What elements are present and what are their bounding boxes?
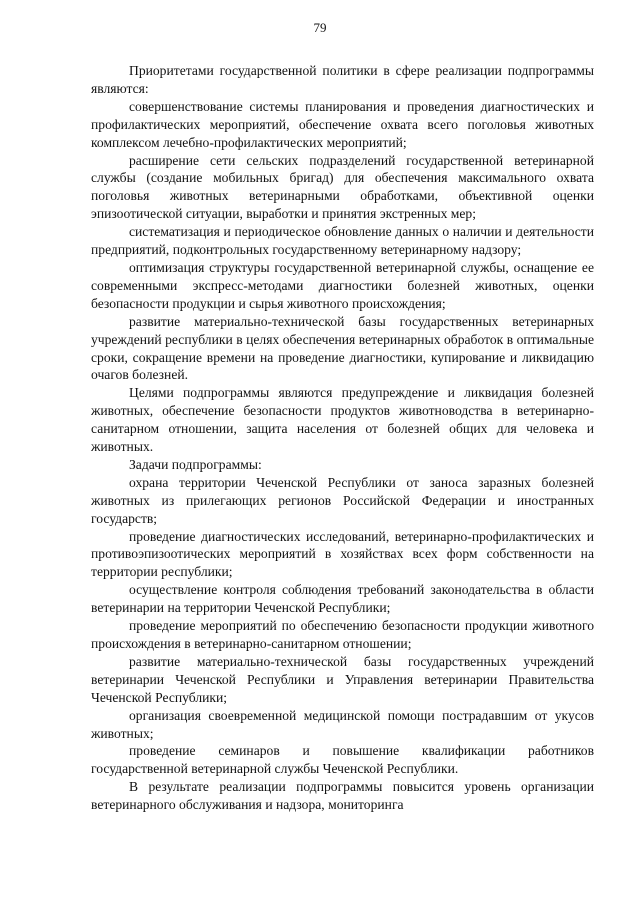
paragraph-priority-network: расширение сети сельских подразделений государственной ветеринарной службы (создание мобильных бригад) для обеспечения максимального охвата поголовья животных ветеринарными обработками, объективной оценки эпизоотической ситуации, выработки и принятия экстренных мер; — [91, 152, 594, 222]
document-body — [91, 62, 594, 814]
paragraph-task-training: проведение семинаров и повышение квалификации работников государственной ветеринарной службы Чеченской Республики. — [91, 743, 594, 777]
paragraph-priority-data: систематизация и периодическое обновление данных о наличии и деятельности предприятий, подконтрольных государственному ветеринарному надзору; — [91, 224, 594, 258]
paragraph-tasks-heading: Задачи подпрограммы: — [129, 456, 262, 472]
paragraph-priorities-intro: Приоритетами государственной политики в сфере реализации подпрограммы являются: — [91, 63, 594, 96]
paragraph-task-control: осуществление контроля соблюдения требований законодательства в области ветеринарии на территории Чеченской Республики; — [91, 582, 594, 616]
paragraph-priority-base: развитие материально-технической базы государственных ветеринарных учреждений республики в целях обеспечения ветеринарных обработок в оптимальные сроки, сокращение времени на проведение диагностики, купирование и ликвидацию очагов болезней. — [91, 313, 594, 383]
paragraph-goals: Целями подпрограммы являются предупреждение и ликвидация болезней животных, обеспечение безопасности продуктов животноводства в ветеринарно-санитарном отношении, защита населения от болезней общих для человека и животных. — [91, 385, 594, 455]
page-number: 79 — [313, 20, 327, 35]
paragraph-task-medical: организация своевременной медицинской помощи пострадавшим от укусов животных; — [91, 707, 594, 741]
paragraph-task-protection: охрана территории Чеченской Республики от заноса заразных болезней животных из прилегающих регионов Российской Федерации и иностранных государств; — [91, 474, 594, 526]
paragraph-task-diagnostics: проведение диагностических исследований, ветеринарно-профилактических и противоэпизоотических мероприятий в хозяйствах всех форм собственности на территории республики; — [91, 528, 594, 580]
paragraph-priority-planning: совершенствование системы планирования и проведения диагностических и профилактических мероприятий, обеспечение охвата всего поголовья животных комплексом лечебно-профилактических мероприятий; — [91, 98, 594, 150]
paragraph-results: В результате реализации подпрограммы повысится уровень организации ветеринарного обслуживания и надзора, мониторинга — [91, 779, 594, 813]
paragraph-task-safety: проведение мероприятий по обеспечению безопасности продукции животного происхождения в ветеринарно-санитарном отношении; — [91, 618, 594, 651]
paragraph-task-development: развитие материально-технической базы государственных учреждений ветеринарии Чеченской Республики и Управления ветеринарии Правительства Чеченской Республики; — [91, 653, 594, 705]
paragraph-priority-structure: оптимизация структуры государственной ветеринарной службы, оснащение ее современными экспресс-методами диагностики болезней животных, оценки безопасности продукции и сырья животного происхождения; — [91, 259, 594, 311]
